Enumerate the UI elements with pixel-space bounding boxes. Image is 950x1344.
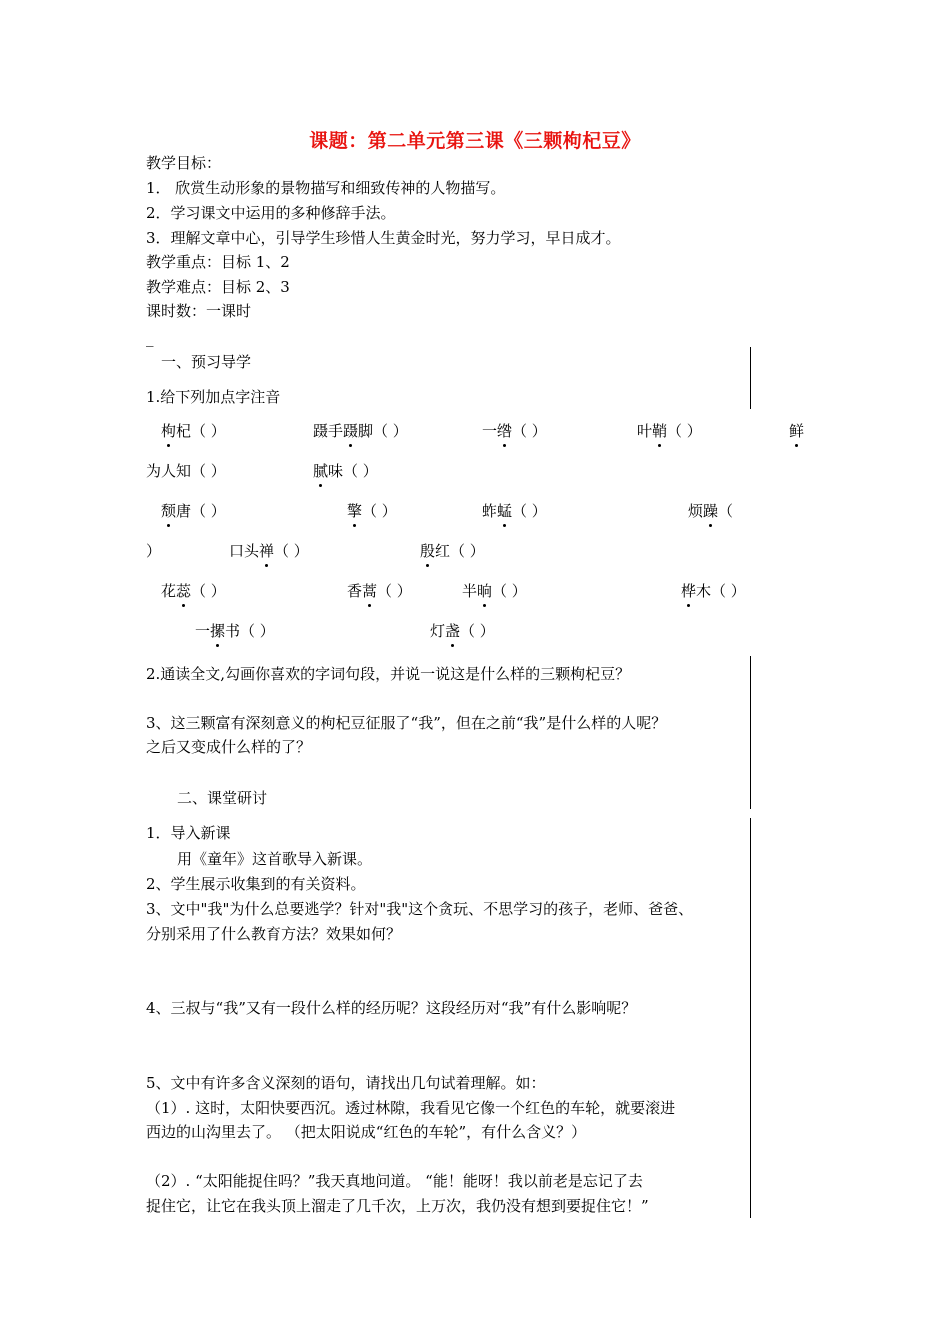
pinyin-item-kouchan: 口头禅（ ） [229,542,309,560]
pinyin-item-huarui: 花蕊（ ） [161,582,226,600]
section1-heading: 一、预习导学 [161,353,252,371]
margin-bar [750,818,751,1218]
objective-3: 3．理解文章中心，引导学生珍惜人生黄金时光，努力学习，早日成才。 [146,229,621,247]
pinyin-item-dengzhan: 灯盏（ ） [430,622,495,640]
pinyin-item-yilv: 一绺（ ） [482,422,547,440]
pinyin-item-zhameng: 蚱蜢（ ） [482,502,547,520]
margin-bar [750,656,751,809]
pinyin-item-fanzao: 烦躁（ [688,502,734,520]
question-3-line1: 3、这三颗富有深刻意义的枸杞豆征服了“我”，但在之前“我”是什么样的人呢？ [146,714,667,732]
objective-1: 1． 欣赏生动形象的景物描写和细致传神的人物描写。 [146,179,506,197]
pinyin-item-banxiang: 半晌（ ） [462,582,527,600]
underscore-mark: _ [146,329,154,347]
objective-2: 2．学习课文中运用的多种修辞手法。 [146,204,396,222]
pinyin-item-huamu: 桦木（ ） [681,582,746,600]
pinyin-item-xian-start: 鲜 [789,422,805,440]
page-title: 课题：第二单元第三课《三颗枸杞豆》 [309,130,641,152]
pinyin-item-tuitang: 颓唐（ ） [161,502,226,520]
item-5: 5、文中有许多含义深刻的语句，请找出几句试着理解。如： [146,1074,546,1092]
sentence-1-line1: （1）. 这时，太阳快要西沉。透过林隙，我看见它像一个红色的车轮，就要滚进 [146,1099,676,1117]
question-2: 2.通读全文,勾画你喜欢的字词句段，并说一说这是什么样的三颗枸杞豆？ [146,665,631,683]
key-points: 教学重点：目标 1、2 [146,253,290,271]
pinyin-item-qing: 擎（ ） [347,502,397,520]
class-hours: 课时数：一课时 [146,302,252,320]
difficult-points: 教学难点：目标 2、3 [146,278,290,296]
item-3-line1: 3、文中"我"为什么总要逃学？针对"我"这个贪玩、不思学习的孩子，老师、爸爸、 [146,900,694,918]
pinyin-item-gouqi: 枸杞（ ） [161,422,226,440]
question-1: 1.给下列加点字注音 [146,388,281,406]
margin-bar [750,347,751,409]
objectives-heading: 教学目标： [146,154,222,172]
pinyin-item-xianghao: 香蒿（ ） [347,582,412,600]
item-3-line2: 分别采用了什么教育方法？效果如何？ [146,925,402,943]
item-4: 4、三叔与“我”又有一段什么样的经历呢？这段经历对“我”有什么影响呢？ [146,999,637,1017]
item-1-detail: 用《童年》这首歌导入新课。 [177,850,373,868]
pinyin-item-yeqiao: 叶鞘（ ） [637,422,702,440]
pinyin-item-nieshou: 蹑手蹑脚（ ） [313,422,408,440]
pinyin-close-paren: ） [146,542,162,560]
question-3-line2: 之后又变成什么样的了？ [146,738,312,756]
sentence-2-line2: 捉住它，让它在我头顶上溜走了几千次，上万次，我仍没有想到要捉住它！” [146,1197,649,1215]
pinyin-item-yilushu: 一摞书（ ） [195,622,275,640]
sentence-1-line2: 西边的山沟里去了。 （把太阳说成“红色的车轮”，有什么含义？） [146,1123,587,1141]
pinyin-item-xian-cont: 为人知（ ） [146,462,226,480]
pinyin-item-niwei: 腻味（ ） [313,462,378,480]
section2-heading: 二、课堂研讨 [177,789,268,807]
item-1: 1．导入新课 [146,824,231,842]
item-2: 2、学生展示收集到的有关资料。 [146,875,366,893]
pinyin-item-yinhong: 殷红（ ） [420,542,485,560]
sentence-2-line1: （2）. “太阳能捉住吗？”我天真地问道。 “能！能呀！我以前老是忘记了去 [146,1172,643,1190]
